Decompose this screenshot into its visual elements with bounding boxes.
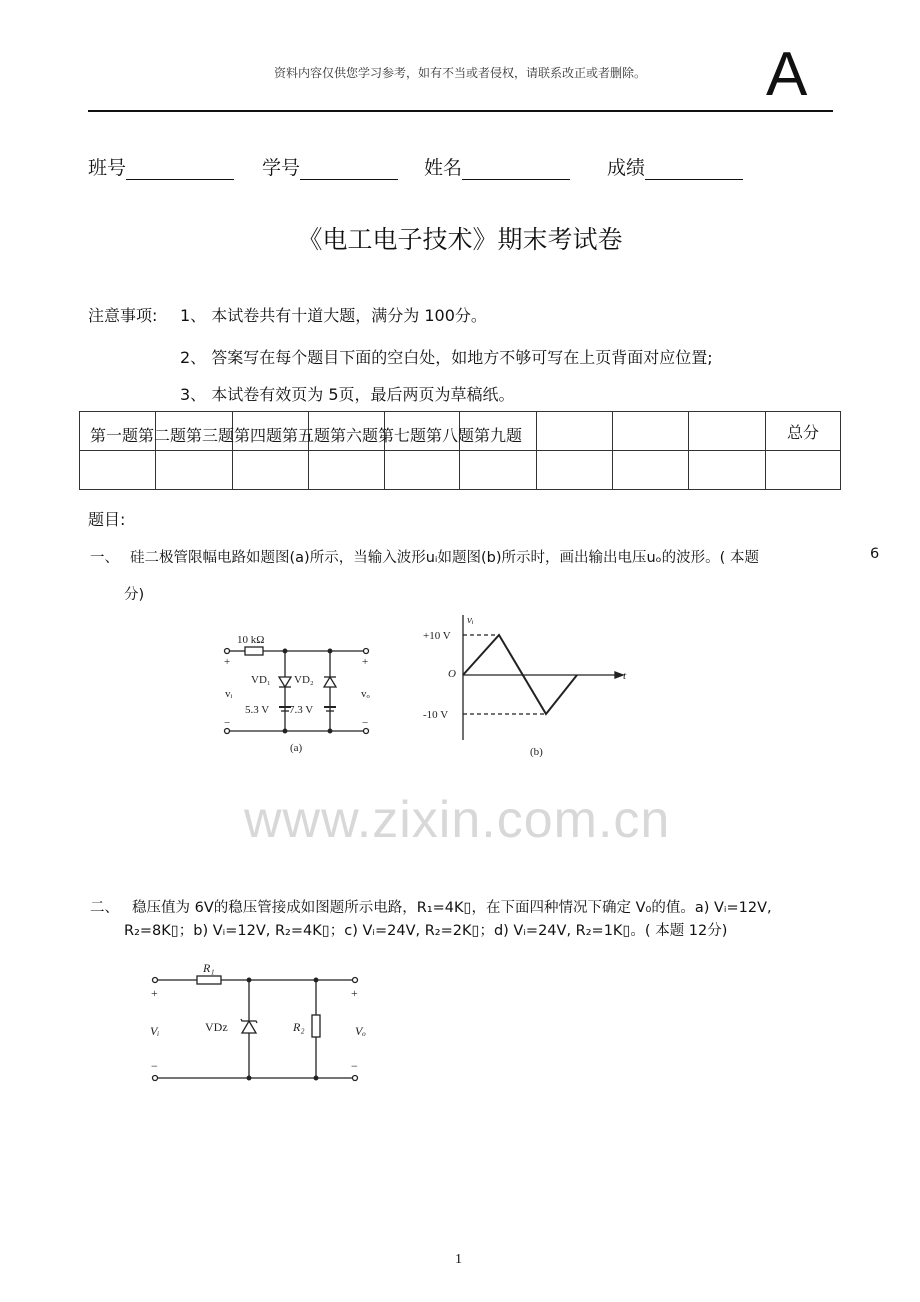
- field-label: 姓名: [424, 157, 463, 179]
- blank-line[interactable]: [462, 160, 570, 180]
- question-headers: 第一题第二题第三题第四题第五题第六题第七题第八题第九题: [90, 426, 523, 445]
- vd2-label: VD₂: [294, 674, 314, 686]
- q2-line1: 稳压值为 6V的稳压管接成如图题所示电路，R₁=4K▯，在下面四种情况下确定 V₀的值。a) Vᵢ=12V,: [132, 900, 772, 916]
- neg-peak-label: -10 V: [423, 709, 449, 721]
- blank-line[interactable]: [645, 160, 743, 180]
- r2-label: R₂: [293, 1020, 305, 1034]
- q1-tail: 分): [124, 587, 145, 603]
- score-cell[interactable]: [232, 451, 308, 490]
- plus-sign: +: [224, 656, 231, 668]
- score-cell[interactable]: [613, 451, 689, 490]
- minus-sign: −: [151, 1059, 158, 1073]
- header-notice: 资料内容仅供您学习参考，如有不当或者侵权，请联系改正或者删除。: [273, 66, 646, 80]
- q1-number: 一、: [90, 550, 119, 566]
- score-cell[interactable]: [308, 451, 384, 490]
- q2-line2: R₂=8K▯；b) Vᵢ=12V, R₂=4K▯；c) Vᵢ=24V, R₂=2K▯；d) Vᵢ=24V, R₂=1K▯。( 本题 12分): [124, 923, 728, 939]
- battery1-label: 5.3 V: [245, 704, 270, 716]
- score-cell[interactable]: [689, 451, 766, 490]
- score-cell[interactable]: [537, 451, 613, 490]
- q1-text: 硅二极管限幅电路如题图(a)所示，当输入波形uᵢ如题图(b)所示时，画出输出电压uₒ的波形。( 本题: [130, 550, 759, 566]
- note-item: 1、 本试卷共有十道大题，满分为 100分。: [180, 306, 487, 325]
- version-letter: A: [766, 40, 808, 109]
- y-axis-label: vᵢ: [467, 614, 474, 626]
- score-cell[interactable]: [460, 451, 537, 490]
- r1-label: R₁: [203, 961, 215, 975]
- minus-sign: −: [224, 717, 231, 729]
- page-number: 1: [455, 1252, 462, 1267]
- vi-label: Vᵢ: [150, 1024, 160, 1038]
- minus-sign: −: [362, 717, 369, 729]
- vd1-label: VD₁: [251, 674, 271, 686]
- name-field[interactable]: [424, 153, 570, 180]
- note-item: 3、 本试卷有效页为 5页，最后两页为草稿纸。: [180, 385, 515, 404]
- score-cell[interactable]: [766, 451, 841, 490]
- x-axis-label: t: [623, 670, 627, 682]
- pos-peak-label: +10 V: [423, 630, 451, 642]
- total-header: 总分: [766, 412, 841, 451]
- header-divider: [88, 110, 833, 112]
- q2-number: 二、: [90, 900, 119, 916]
- notes-prefix: 注意事项:: [88, 306, 158, 325]
- section-label: 题目:: [88, 510, 126, 529]
- figure-a-limiter-circuit: [215, 605, 390, 760]
- score-cell[interactable]: [384, 451, 460, 490]
- figure-zener-circuit: [145, 955, 370, 1090]
- class-field[interactable]: [88, 153, 234, 180]
- score-cell[interactable]: [80, 451, 156, 490]
- student-id-field[interactable]: [262, 153, 398, 180]
- score-field[interactable]: [607, 153, 743, 180]
- origin-label: O: [448, 668, 456, 680]
- vo-label: vₒ: [361, 688, 370, 700]
- field-label: 班号: [88, 157, 127, 179]
- score-cell[interactable]: [155, 451, 232, 490]
- blank-line[interactable]: [300, 160, 398, 180]
- battery2-label: 7.3 V: [289, 704, 314, 716]
- zener-label: VDz: [205, 1020, 228, 1034]
- caption-b: (b): [530, 746, 543, 758]
- plus-sign: +: [362, 656, 369, 668]
- figure-b-input-waveform: [415, 605, 630, 760]
- q1-points: 6: [870, 546, 880, 562]
- resistor-label: 10 kΩ: [237, 634, 265, 646]
- plus-sign: +: [151, 986, 158, 1000]
- field-label: 成绩: [607, 157, 646, 179]
- plus-sign: +: [351, 986, 358, 1000]
- note-item: 2、 答案写在每个题目下面的空白处，如地方不够可写在上页背面对应位置;: [180, 348, 713, 367]
- vi-label: vᵢ: [225, 688, 233, 700]
- field-label: 学号: [262, 157, 301, 179]
- vo-label: Vₒ: [355, 1024, 366, 1038]
- blank-line[interactable]: [126, 160, 234, 180]
- caption-a: (a): [290, 742, 303, 754]
- minus-sign: −: [351, 1059, 358, 1073]
- page-title: 《电工电子技术》期末考试卷: [297, 225, 623, 254]
- watermark: www.zixin.com.cn: [244, 791, 671, 849]
